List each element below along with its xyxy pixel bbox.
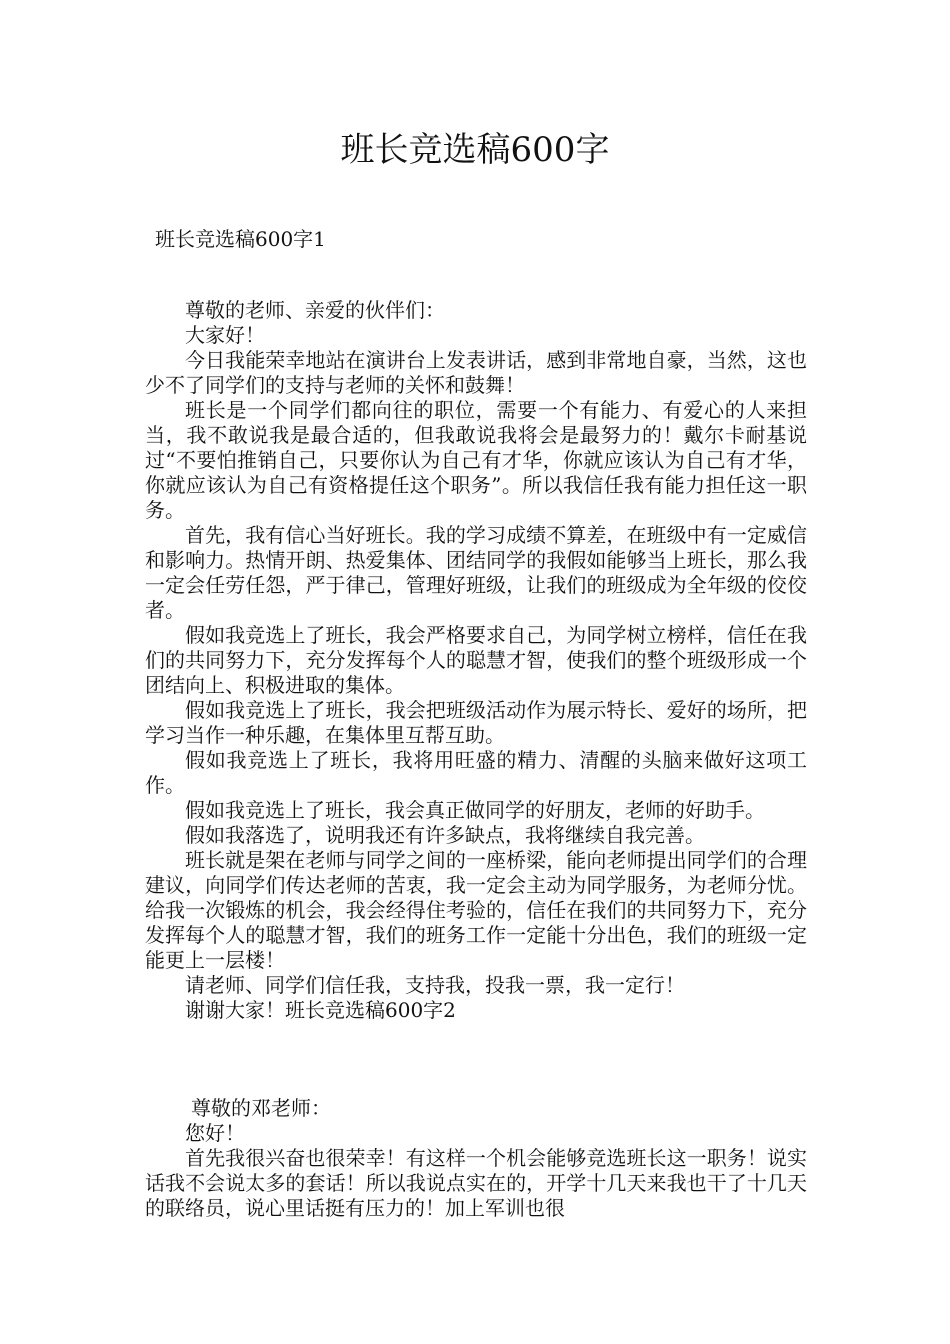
paragraph: 谢谢大家！班长竞选稿600字2	[185, 998, 456, 1022]
paragraph: 假如我落选了，说明我还有许多缺点，我将继续自我完善。	[185, 823, 705, 847]
paragraph: 请老师、同学们信任我，支持我，投我一票，我一定行！	[185, 973, 685, 997]
document-title: 班长竞选稿600字	[340, 130, 610, 170]
paragraph: 首先我很兴奋也很荣幸！有这样一个机会能够竞选班长这一职务！说实话我不会说太多的套话！所以我说点实在的，开学十几天来我也干了十几天的联络员，说心里话挺有压力的！加上军训也很	[145, 1146, 807, 1220]
paragraph: 首先，我有信心当好班长。我的学习成绩不算差，在班级中有一定威信和影响力。热情开朗、热爱集体、团结同学的我假如能够当上班长，那么我一定会任劳任怨，严于律己，管理好班级，让我们的班级成为全年级的佼佼者。	[145, 523, 807, 622]
paragraph: 今日我能荣幸地站在演讲台上发表讲话，感到非常地自豪，当然，这也少不了同学们的支持与老师的关怀和鼓舞！	[145, 348, 807, 397]
paragraph: 大家好！	[185, 323, 265, 347]
section-heading: 班长竞选稿600字1	[155, 227, 326, 251]
section-2-body	[145, 1096, 807, 1221]
section-1-body	[145, 298, 807, 1023]
paragraph: 班长就是架在老师与同学之间的一座桥梁，能向老师提出同学们的合理建议，向同学们传达老师的苦衷，我一定会主动为同学服务，为老师分忧。给我一次锻炼的机会，我会经得住考验的，信任在我们的共同努力下，充分发挥每个人的聪慧才智，我们的班务工作一定能十分出色，我们的班级一定能更上一层楼！	[145, 848, 807, 972]
paragraph: 班长是一个同学们都向往的职位，需要一个有能力、有爱心的人来担当，我不敢说我是最合适的，但我敢说我将会是最努力的！戴尔卡耐基说过“不要怕推销自己，只要你认为自己有才华，你就应该认为自己有才华，你就应该认为自己有资格提任这个职务”。所以我信任我有能力担任这一职务。	[145, 398, 807, 522]
paragraph: 尊敬的老师、亲爱的伙伴们：	[185, 298, 445, 322]
paragraph: 您好！	[185, 1121, 245, 1145]
paragraph: 假如我竞选上了班长，我将用旺盛的精力、清醒的头脑来做好这项工作。	[145, 748, 807, 797]
paragraph: 假如我竞选上了班长，我会严格要求自己，为同学树立榜样，信任在我们的共同努力下，充分发挥每个人的聪慧才智，使我们的整个班级形成一个团结向上、积极进取的集体。	[145, 623, 807, 697]
paragraph: 假如我竞选上了班长，我会把班级活动作为展示特长、爱好的场所，把学习当作一种乐趣，在集体里互帮互助。	[145, 698, 807, 747]
paragraph: 假如我竞选上了班长，我会真正做同学的好朋友，老师的好助手。	[185, 798, 765, 822]
salutation: 尊敬的邓老师：	[191, 1096, 331, 1120]
